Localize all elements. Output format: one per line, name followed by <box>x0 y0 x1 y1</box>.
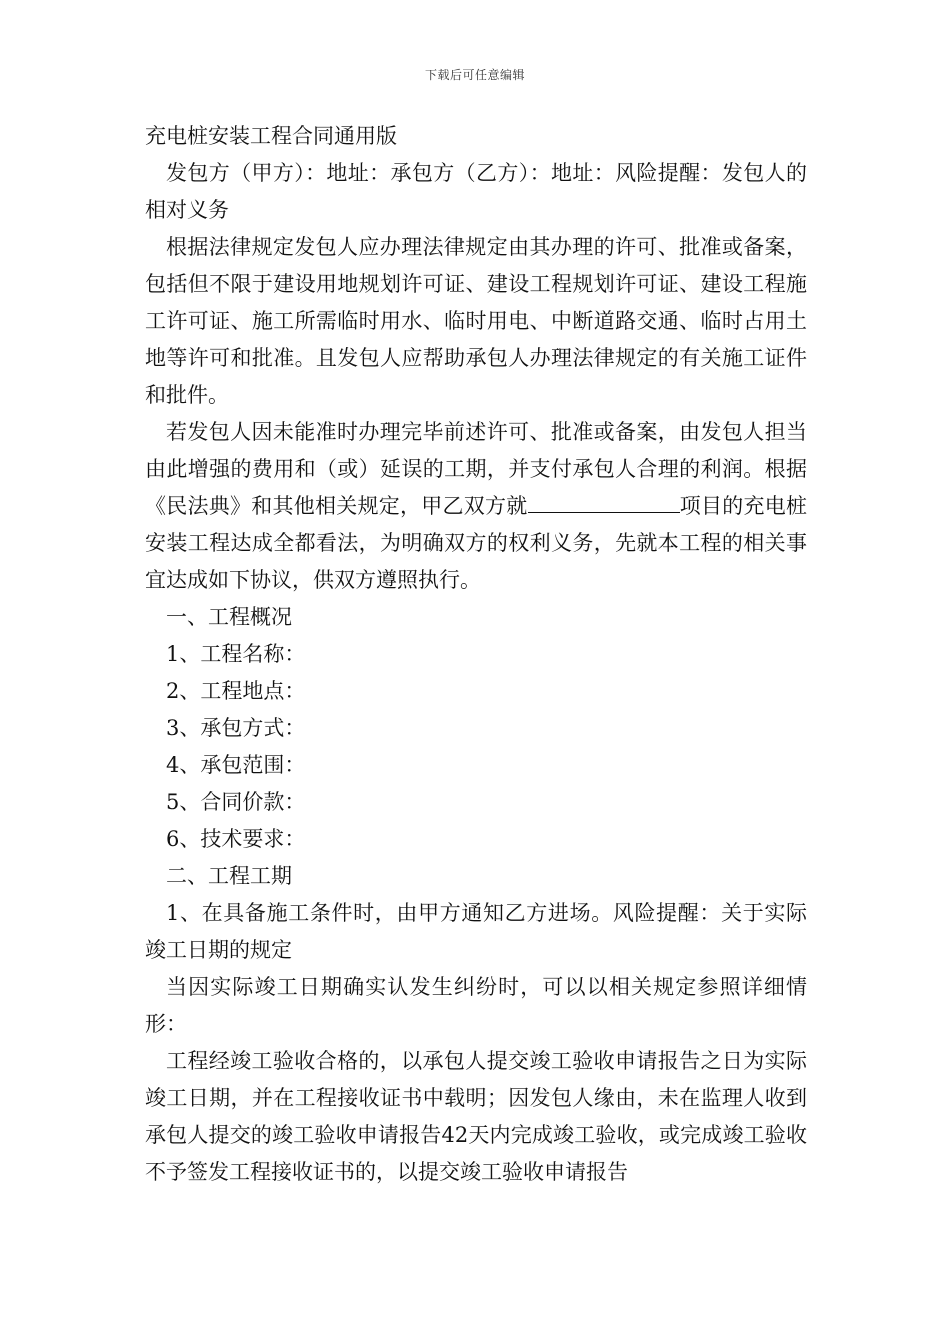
section-1-item-4: 4、承包范围： <box>166 753 306 777</box>
paragraph-permits: 根据法律规定发包人应办理法律规定由其办理的许可、批准或备案，包括但不限于建设用地规划许可证、建设工程规划许可证、建设工程施工许可证、施工所需临时用水、临时用电、中断道路交通、临时占用土地等许可和批准。且发包人应帮助承包人办理法律规定的有关施工证件和批件。 <box>145 235 807 407</box>
project-name-blank <box>528 490 680 513</box>
paragraph-dispute: 当因实际竣工日期确实认发生纠纷时，可以以相关规定参照详细情形： <box>145 975 807 1036</box>
document-body <box>145 118 807 1191</box>
section-1-item-2: 2、工程地点： <box>166 679 306 703</box>
paragraph-acceptance: 工程经竣工验收合格的，以承包人提交竣工验收申请报告之日为实际竣工日期，并在工程接收证书中载明；因发包人缘由，未在监理人收到承包人提交的竣工验收申请报告42天内完成竣工验收，或完成竣工验收不予签发工程接收证书的，以提交竣工验收申请报告 <box>145 1049 807 1184</box>
section-1-heading: 一、工程概况 <box>166 605 292 629</box>
paragraph-delay <box>145 414 807 599</box>
section-2-item-1: 1、在具备施工条件时，由甲方通知乙方进场。风险提醒：关于实际竣工日期的规定 <box>145 901 807 962</box>
paragraph-delay-continuation: 项目的充电桩安装工程达成全都看法，为明确双方的权利义务，先就本工程的相关事宜达成如下协议，供双方遵照执行。 <box>145 494 807 592</box>
header-note: 下载后可任意编辑 <box>424 68 525 82</box>
section-1-item-3: 3、承包方式： <box>166 716 306 740</box>
paragraph-parties: 发包方（甲方）：地址：承包方（乙方）：地址：风险提醒：发包人的相对义务 <box>145 161 807 222</box>
section-1-item-1: 1、工程名称： <box>166 642 306 666</box>
section-2-heading: 二、工程工期 <box>166 864 292 888</box>
section-1-item-6: 6、技术要求： <box>166 827 306 851</box>
section-1-item-5: 5、合同价款： <box>166 790 306 814</box>
document-title: 充电桩安装工程合同通用版 <box>145 124 397 148</box>
paragraph-delay-text: 若发包人因未能准时办理完毕前述许可、批准或备案，由发包人担当由此增强的费用和（或）延误的工期，并支付承包人合理的利润。根据《民法典》和其他相关规定，甲乙双方就 <box>145 420 807 518</box>
